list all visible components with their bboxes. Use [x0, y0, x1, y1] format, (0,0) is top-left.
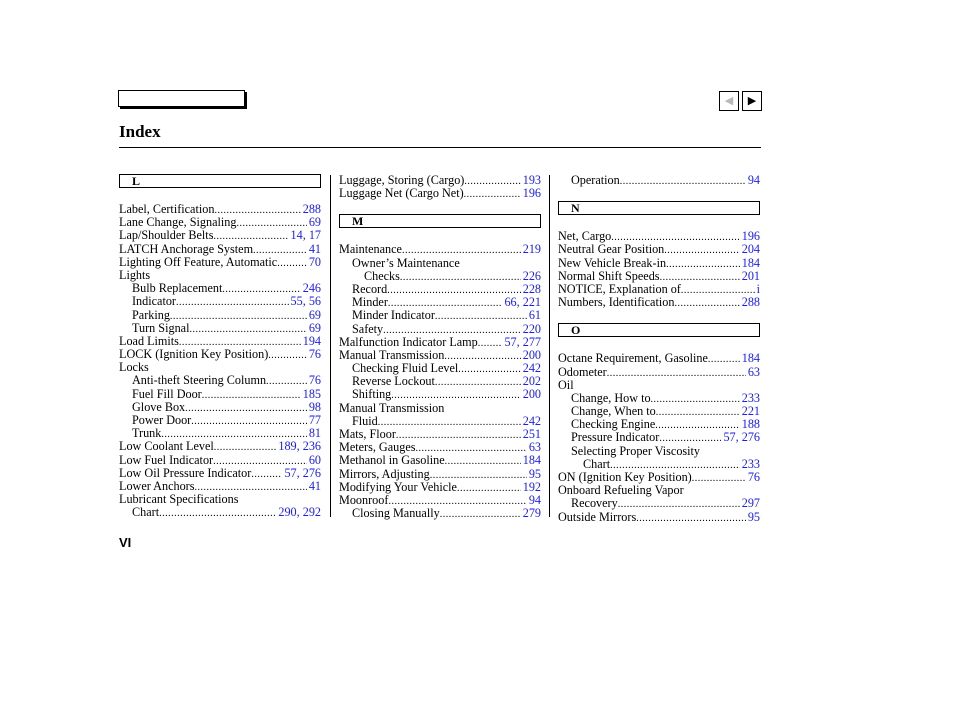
index-entry-term: Fluid: [352, 413, 378, 428]
dot-leader: [435, 309, 527, 323]
index-entry[interactable]: [339, 323, 541, 336]
section-tab-box[interactable]: [118, 90, 245, 107]
index-entry[interactable]: [339, 507, 541, 520]
index-entry-term: Low Fuel Indicator: [119, 452, 214, 467]
index-entry-term: Glove Box: [132, 399, 186, 414]
index-entry[interactable]: [558, 270, 760, 283]
dot-leader: [277, 256, 307, 270]
index-entry-term: Moonroof: [339, 492, 389, 507]
page-reference-link[interactable]: 290, 292: [278, 505, 321, 520]
index-entry[interactable]: [339, 243, 541, 256]
page-reference-link[interactable]: 76: [308, 373, 321, 388]
page-reference-link[interactable]: 185: [302, 386, 321, 401]
page-reference-link[interactable]: 55, 56: [290, 294, 321, 309]
title-divider: [119, 147, 761, 148]
index-entry-term: Closing Manually: [352, 506, 440, 521]
section-letter-heading: N: [558, 201, 760, 215]
index-entry[interactable]: [119, 256, 321, 269]
arrow-right-icon: ▶: [747, 94, 757, 107]
index-entry-term: Parking: [132, 307, 170, 322]
dot-leader: [651, 392, 740, 406]
page-reference-link[interactable]: 184: [522, 453, 541, 468]
index-entry[interactable]: [339, 336, 541, 349]
page-reference-link[interactable]: 193: [522, 173, 541, 187]
page-reference-link[interactable]: 41: [308, 241, 321, 256]
page-reference-link[interactable]: 233: [741, 390, 760, 405]
index-entry[interactable]: [339, 309, 541, 322]
page-reference-link[interactable]: 220: [522, 321, 541, 336]
index-entry[interactable]: [119, 454, 321, 467]
page-reference-link[interactable]: 76: [747, 470, 760, 484]
dot-leader: [435, 375, 521, 389]
page-reference-link[interactable]: 246: [302, 281, 321, 296]
dot-leader: [457, 481, 521, 495]
index-entry-term: Octane Requirement, Gasoline: [558, 351, 708, 366]
index-entry-term: Methanol in Gasoline: [339, 453, 445, 468]
index-entry[interactable]: [339, 454, 541, 467]
index-entry-term: Turn Signal: [132, 320, 190, 335]
index-entry[interactable]: [339, 187, 541, 200]
index-entry-term: Indicator: [132, 294, 176, 309]
index-entry-term: Pressure Indicator: [571, 430, 660, 445]
page-reference-link[interactable]: 192: [522, 479, 541, 494]
page-reference-link[interactable]: 98: [308, 399, 321, 414]
index-entry-term: Odometer: [558, 364, 607, 379]
index-entry-term: Anti-theft Steering Column: [132, 373, 267, 388]
page-reference-link[interactable]: 194: [302, 333, 321, 348]
index-entry-term: Numbers, Identification: [558, 295, 675, 310]
index-entry[interactable]: [339, 388, 541, 401]
index-entry[interactable]: [119, 229, 321, 242]
index-entry[interactable]: [119, 322, 321, 335]
page-reference-link[interactable]: 63: [747, 364, 760, 379]
index-entry-term: Lane Change, Signaling: [119, 215, 237, 230]
page-reference-link[interactable]: 221: [741, 404, 760, 419]
index-entry-term: Checking Fluid Level: [352, 361, 459, 376]
page-reference-link[interactable]: 201: [741, 268, 760, 283]
index-entry[interactable]: [558, 352, 760, 365]
page-reference-link[interactable]: 228: [522, 281, 541, 296]
index-entry[interactable]: [119, 374, 321, 387]
dot-leader: [636, 511, 746, 525]
page-reference-link[interactable]: 196: [741, 229, 760, 244]
dot-leader: [445, 454, 521, 468]
section-letter-heading: O: [558, 323, 760, 337]
index-entry[interactable]: [339, 481, 541, 494]
index-entry[interactable]: [119, 309, 321, 322]
dot-leader: [400, 270, 521, 284]
page-reference-link[interactable]: 184: [741, 351, 760, 366]
index-entry-term: Selecting Proper Viscosity: [571, 443, 701, 458]
column-divider: [330, 175, 331, 517]
index-entry-term: Minder: [352, 295, 388, 310]
index-entry[interactable]: [558, 296, 760, 309]
spacer: [339, 229, 541, 243]
index-entry[interactable]: [558, 174, 760, 187]
dot-leader: [176, 295, 289, 309]
page-reference-link[interactable]: 196: [522, 186, 541, 201]
next-page-button[interactable]: [742, 91, 762, 111]
index-entry-term: ON (Ignition Key Position): [558, 470, 692, 484]
dot-leader: [159, 506, 276, 520]
dot-leader: [191, 414, 307, 428]
index-entry[interactable]: [119, 348, 321, 361]
dot-leader: [464, 174, 520, 188]
index-entry-term: Checking Engine: [571, 417, 656, 432]
index-entry[interactable]: [339, 270, 541, 283]
index-entry-term: Owner’s Maintenance: [352, 255, 460, 270]
index-entry[interactable]: [119, 506, 321, 519]
page-reference-link[interactable]: 242: [522, 361, 541, 376]
page-reference-link[interactable]: 60: [308, 452, 321, 467]
dot-leader: [620, 174, 746, 188]
page-reference-link[interactable]: 95: [747, 509, 760, 524]
section-letter-heading: L: [119, 174, 321, 188]
dot-leader: [266, 374, 307, 388]
dot-leader: [185, 401, 307, 415]
page-reference-link[interactable]: 63: [528, 440, 541, 455]
dot-leader: [478, 336, 503, 350]
index-entry-term: Net, Cargo: [558, 229, 612, 244]
index-entry-term: LATCH Anchorage System: [119, 241, 254, 256]
page-reference-link[interactable]: 288: [302, 202, 321, 216]
prev-page-button[interactable]: [719, 91, 739, 111]
page-reference-link[interactable]: 70: [308, 254, 321, 269]
index-entry[interactable]: [339, 468, 541, 481]
spacer: [558, 309, 760, 323]
index-entry-term: Power Door: [132, 413, 192, 427]
page-reference-link[interactable]: 66, 221: [504, 295, 541, 310]
index-entry-term: Label, Certification: [119, 202, 215, 216]
column-divider: [549, 175, 550, 517]
page-reference-link[interactable]: 184: [741, 255, 760, 270]
index-entry-term: Manual Transmission: [339, 400, 445, 415]
index-column-3: [558, 174, 760, 524]
arrow-left-icon: ◀: [724, 94, 734, 107]
page-title: Index: [119, 122, 161, 141]
index-entry-term: Normal Shift Speeds: [558, 268, 660, 283]
dot-leader: [170, 309, 307, 323]
index-entry-term: Minder Indicator: [352, 308, 435, 323]
index-entry-term: Lighting Off Feature, Automatic: [119, 254, 278, 269]
page-reference-link[interactable]: 279: [522, 506, 541, 521]
page-reference-link[interactable]: 57, 276: [284, 465, 321, 480]
index-entry-term: Mirrors, Adjusting: [339, 466, 430, 481]
dot-leader: [666, 257, 740, 271]
index-entry[interactable]: [558, 243, 760, 256]
page-reference-link[interactable]: 200: [522, 387, 541, 402]
index-entry: [339, 257, 541, 270]
index-entry-term: Lap/Shoulder Belts: [119, 228, 214, 243]
page-reference-link[interactable]: 242: [522, 413, 541, 428]
page-reference-link[interactable]: 226: [522, 268, 541, 283]
index-entry-term: Maintenance: [339, 242, 402, 257]
index-entry-term: Chart: [583, 456, 611, 471]
page-reference-link[interactable]: 69: [308, 307, 321, 322]
index-entry[interactable]: [119, 467, 321, 480]
index-entry-term: Bulb Replacement: [132, 281, 223, 296]
index-entry-term: Fuel Fill Door: [132, 386, 202, 401]
page-reference-link[interactable]: 251: [522, 427, 541, 441]
index-entry[interactable]: [119, 388, 321, 401]
dot-leader: [202, 388, 301, 402]
index-entry-term: Low Oil Pressure Indicator: [119, 465, 252, 480]
index-entry-term: NOTICE, Explanation of: [558, 281, 681, 296]
dot-leader: [222, 282, 300, 296]
index-entry-term: Meters, Gauges: [339, 440, 416, 455]
index-entry-term: Neutral Gear Position: [558, 242, 665, 257]
page-reference-link[interactable]: 41: [308, 478, 321, 493]
page-reference-link[interactable]: 76: [308, 347, 321, 362]
page-reference-link[interactable]: 95: [528, 466, 541, 481]
page-number: VI: [119, 535, 132, 550]
dot-leader: [464, 187, 521, 201]
spacer: [119, 189, 321, 203]
index-entry-term: Trunk: [132, 426, 162, 441]
page-reference-link[interactable]: 57, 277: [504, 334, 541, 349]
index-entry-term: Onboard Refueling Vapor: [558, 483, 684, 498]
index-column-1: [119, 174, 321, 520]
page-reference-link[interactable]: 204: [741, 242, 760, 257]
page-reference-link[interactable]: 297: [741, 496, 760, 511]
dot-leader: [618, 497, 740, 511]
index-entry[interactable]: [558, 366, 760, 379]
dot-leader: [268, 348, 307, 362]
dot-leader: [387, 283, 521, 297]
index-entry-term: Chart: [132, 505, 160, 520]
dot-leader: [189, 322, 306, 336]
index-entry-term: Modifying Your Vehicle: [339, 479, 457, 494]
index-entry: [558, 445, 760, 458]
spacer: [558, 216, 760, 230]
page-reference-link[interactable]: 288: [741, 295, 760, 310]
index-entry-term: Manual Transmission: [339, 347, 445, 362]
page-reference-link[interactable]: 14, 17: [290, 228, 321, 243]
dot-leader: [251, 467, 282, 481]
index-entry[interactable]: [558, 497, 760, 510]
page-reference-link[interactable]: i: [756, 281, 760, 296]
index-column-2: [339, 174, 541, 520]
index-entry-term: Record: [352, 281, 388, 296]
dot-leader: [378, 415, 521, 429]
index-entry-term: Low Coolant Level: [119, 439, 214, 454]
index-entry-term: Shifting: [352, 387, 392, 402]
dot-leader: [440, 507, 521, 521]
page-reference-link[interactable]: 233: [741, 456, 760, 471]
index-entry-term: Outside Mirrors: [558, 509, 637, 524]
index-entry-term: Locks: [119, 360, 149, 375]
index-entry-term: Change, How to: [571, 390, 651, 405]
index-entry-term: Mats, Floor: [339, 427, 396, 441]
page-reference-link[interactable]: 219: [522, 242, 541, 257]
dot-leader: [458, 362, 520, 376]
index-entry-term: Load Limits: [119, 333, 179, 348]
index-entry[interactable]: [119, 243, 321, 256]
dot-leader: [664, 243, 739, 257]
index-entry: [339, 402, 541, 415]
spacer: [558, 187, 760, 201]
index-entry-term: Operation: [571, 173, 620, 187]
page-reference-link[interactable]: 57, 276: [723, 430, 760, 445]
index-entry-term: Lubricant Specifications: [119, 492, 239, 507]
page-reference-link[interactable]: 188: [741, 417, 760, 432]
index-entry-term: Safety: [352, 321, 384, 336]
index-entry-term: Reverse Lockout: [352, 374, 435, 389]
index-entry-term: Luggage Net (Cargo Net): [339, 186, 464, 201]
page-reference-link[interactable]: 77: [308, 413, 321, 427]
index-entry[interactable]: [558, 257, 760, 270]
index-entry-term: Oil: [558, 377, 574, 392]
page-reference-link[interactable]: 189, 236: [278, 439, 321, 454]
index-entry-term: Luggage, Storing (Cargo): [339, 173, 465, 187]
index-entry[interactable]: [558, 511, 760, 524]
page-reference-link[interactable]: 94: [747, 173, 760, 187]
index-entry-term: Recovery: [571, 496, 618, 511]
index-entry-term: New Vehicle Break-in: [558, 255, 667, 270]
page-reference-link[interactable]: 94: [528, 492, 541, 507]
index-entry-term: Change, When to: [571, 404, 656, 419]
dot-leader: [656, 405, 740, 419]
index-entry-term: LOCK (Ignition Key Position): [119, 347, 269, 362]
dot-leader: [607, 366, 746, 380]
index-entry: [558, 379, 760, 392]
dot-leader: [674, 296, 739, 310]
dot-leader: [708, 352, 740, 366]
page-reference-link[interactable]: 81: [308, 426, 321, 441]
index-entry-term: Lights: [119, 267, 151, 282]
page-reference-link[interactable]: 200: [522, 347, 541, 362]
section-letter-heading: M: [339, 214, 541, 228]
index-entry[interactable]: [119, 295, 321, 308]
page-reference-link[interactable]: 202: [522, 374, 541, 389]
page-reference-link[interactable]: 61: [528, 308, 541, 323]
index-entry-term: Malfunction Indicator Lamp: [339, 334, 478, 349]
index-entry[interactable]: [558, 431, 760, 444]
spacer: [558, 338, 760, 352]
page-reference-link[interactable]: 69: [308, 215, 321, 230]
spacer: [339, 200, 541, 214]
dot-leader: [214, 440, 277, 454]
page-reference-link[interactable]: 69: [308, 320, 321, 335]
index-entry-term: Checks: [364, 268, 400, 283]
index-entry-term: Lower Anchors: [119, 478, 195, 493]
dot-leader: [692, 471, 746, 485]
index-entry[interactable]: [119, 440, 321, 453]
